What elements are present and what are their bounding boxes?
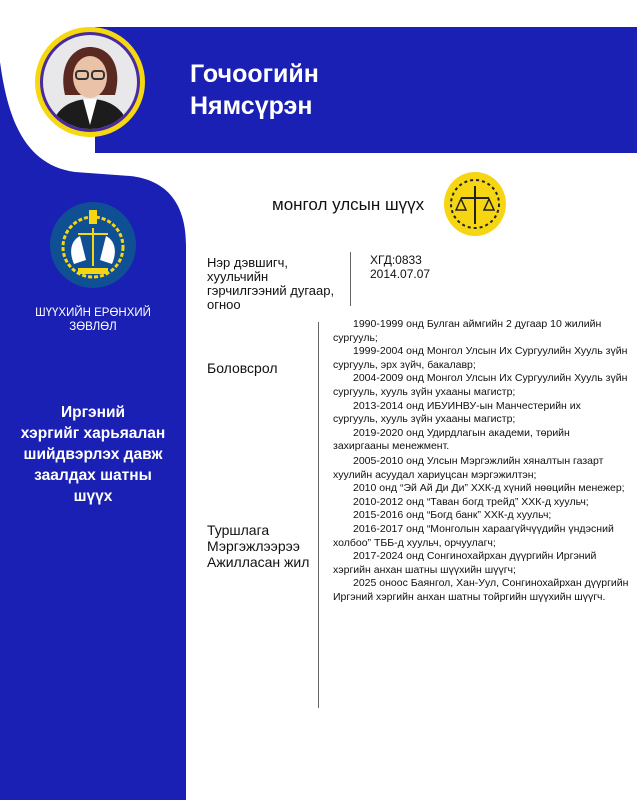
license-number: ХГД:0833 xyxy=(370,253,422,267)
court-title: монгол улсын шүүх xyxy=(272,195,425,214)
experience-label-line: Ажилласан жил xyxy=(207,554,310,570)
experience-item: 2010 онд “Эй Ай Ди Ди” ХХК-д хүний нөөцийн менежер; xyxy=(353,482,625,495)
divider xyxy=(318,322,319,450)
experience-label xyxy=(207,522,309,570)
name-line-2: Нямсүрэн xyxy=(190,92,313,120)
experience-item: 2017-2024 онд Сонгинохайрхан дүүргийн Иргэний хэргийн анхан шатны шүүхийн шүүгч; xyxy=(333,550,597,576)
profile-photo xyxy=(35,27,145,137)
court-seal-icon xyxy=(444,172,506,236)
experience-item: 2005-2010 онд Улсын Мэргэжлийн хяналтын газарт хуулийн асуудал хариуцсан мэргэжилтэн; xyxy=(333,455,604,481)
court-type-line: шийдвэрлэх давж xyxy=(23,446,163,463)
experience-item: 2015-2016 онд “Богд банк” ХХК-д хуульч; xyxy=(353,509,552,522)
education-list xyxy=(333,318,628,454)
education-label: Боловсрол xyxy=(207,360,278,376)
court-type-line: шүүх xyxy=(73,488,113,505)
court-type-line: Иргэний xyxy=(60,404,126,421)
judge-name xyxy=(190,58,319,122)
education-item: 2013-2014 онд ИБУИНВУ-ын Манчестерийн их сургууль, хууль зүйн ухааны магистр; xyxy=(333,399,581,426)
court-type-line: заалдах шатны xyxy=(34,467,152,484)
experience-label-line: Туршлага xyxy=(207,522,270,538)
experience-item: 2016-2017 онд “Монголын хараагүйчүүдийн үндэсний холбоо” ТББ-д хуульч, орчуулагч; xyxy=(333,522,614,549)
license-info xyxy=(370,253,430,281)
council-line-2: ЗӨВЛӨЛ xyxy=(69,321,117,333)
experience-item: 2025 оноос Баянгол, Хан-Уул, Сонгинохайрхан дүүргийн Иргэний хэргийн анхан шатны тойргийн шүүхийн шүүгч. xyxy=(333,577,629,603)
judicial-council-name xyxy=(0,306,186,334)
experience-item: 2010-2012 онд “Таван богд трейд” ХХК-д хуульч; xyxy=(353,495,589,508)
divider xyxy=(350,252,351,306)
license-label-line: гэрчилгээний дугаар, xyxy=(207,283,335,298)
license-label-line: огноо xyxy=(207,297,241,312)
name-line-1: Гочоогийн xyxy=(190,60,319,88)
court-type-line: хэргийг харьяалан xyxy=(20,425,166,442)
license-label xyxy=(207,256,334,312)
license-date: 2014.07.07 xyxy=(370,267,431,281)
divider xyxy=(318,450,319,708)
council-line-1: ШҮҮХИЙН ЕРӨНХИЙ xyxy=(35,307,151,319)
experience-list xyxy=(333,455,630,605)
license-label-line: Нэр дэвшигч, xyxy=(207,255,288,270)
education-item: 1990-1999 онд Булган аймгийн 2 дугаар 10 жилийн сургууль; xyxy=(333,318,602,344)
education-item: 1999-2004 онд Монгол Улсын Их Сургуулийн Хууль зүйн сургууль, эрх зүйч, бакалавр; xyxy=(333,345,628,371)
judicial-council-emblem-icon xyxy=(50,202,136,288)
education-item: 2019-2020 онд Удирдлагын академи, төрийн захиргааны менежмент. xyxy=(333,426,570,453)
court-type xyxy=(0,402,186,507)
education-item: 2004-2009 онд Монгол Улсын Их Сургуулийн Хууль зүйн сургууль, хууль зүйн ухааны магистр; xyxy=(333,372,628,398)
experience-label-line: Мэргэжлээрээ xyxy=(207,538,300,554)
license-label-line: хуульчийн xyxy=(207,269,269,284)
